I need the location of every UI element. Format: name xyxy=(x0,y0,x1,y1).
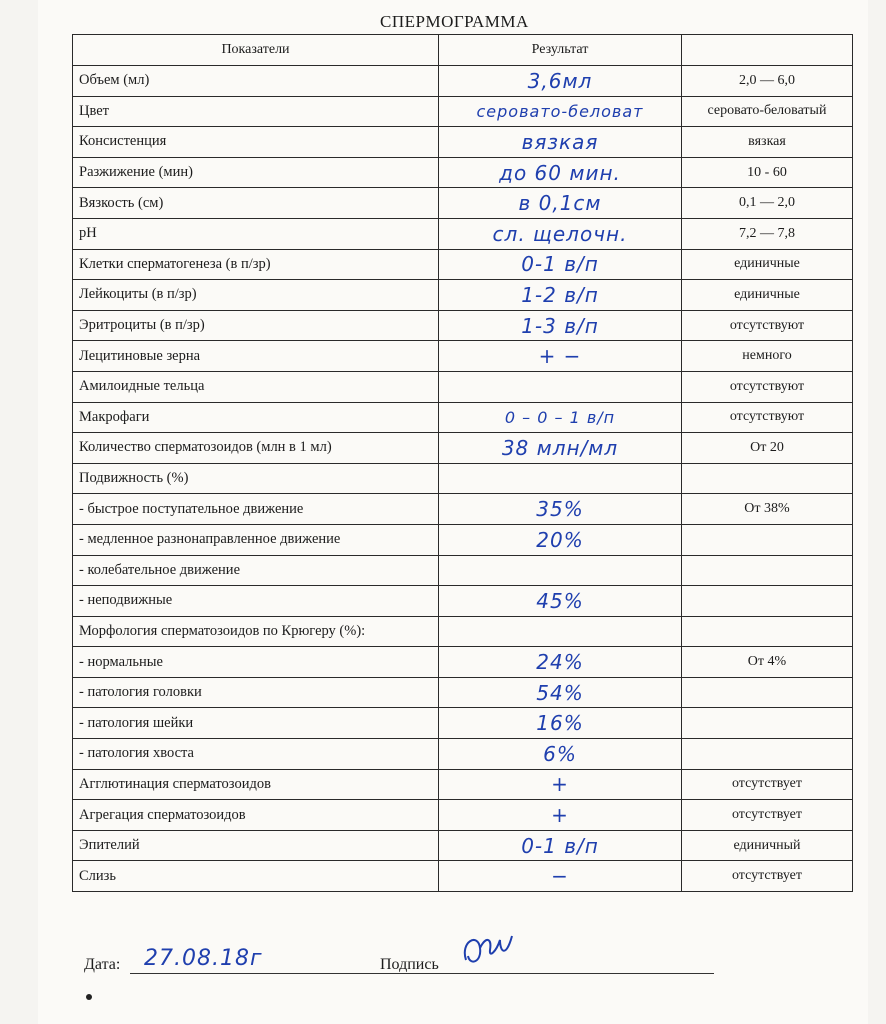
indicator-name: - патология шейки xyxy=(73,708,439,739)
ink-dot xyxy=(86,994,92,1000)
result-value: 20% xyxy=(439,524,682,555)
result-value: вязкая xyxy=(439,127,682,158)
indicator-name: - неподвижные xyxy=(73,586,439,617)
date-label: Дата: xyxy=(84,956,121,973)
norm-value: 7,2 — 7,8 xyxy=(682,218,853,249)
indicator-name: - патология хвоста xyxy=(73,739,439,770)
result-value: сл. щелочн. xyxy=(439,218,682,249)
norm-value xyxy=(682,463,853,494)
table-row xyxy=(73,616,853,647)
norm-value: вязкая xyxy=(682,127,853,158)
indicator-name: Консистенция xyxy=(73,127,439,158)
norm-value: отсутствуют xyxy=(682,371,853,402)
result-value: 6% xyxy=(439,739,682,770)
indicator-name: - патология головки xyxy=(73,677,439,708)
table-row xyxy=(73,769,853,800)
indicator-name: Разжижение (мин) xyxy=(73,157,439,188)
result-value: 0-1 в/п xyxy=(439,249,682,280)
signature-label: Подпись xyxy=(380,956,439,973)
norm-value: 0,1 — 2,0 xyxy=(682,188,853,219)
norm-value xyxy=(682,708,853,739)
table-row xyxy=(73,96,853,127)
table-header-row xyxy=(73,35,853,66)
result-value: 24% xyxy=(439,647,682,678)
norm-value xyxy=(682,555,853,586)
indicator-name: Лецитиновые зерна xyxy=(73,341,439,372)
indicator-name: Клетки сперматогенеза (в п/зр) xyxy=(73,249,439,280)
table-row xyxy=(73,677,853,708)
result-value: 1-3 в/п xyxy=(439,310,682,341)
norm-value: отсутствуют xyxy=(682,402,853,433)
indicator-name: Агрегация сперматозоидов xyxy=(73,800,439,831)
indicator-name: Слизь xyxy=(73,861,439,892)
norm-value: отсутствует xyxy=(682,800,853,831)
table-row xyxy=(73,310,853,341)
result-value xyxy=(439,371,682,402)
results-table xyxy=(72,34,853,892)
table-row xyxy=(73,861,853,892)
indicator-name: Объем (мл) xyxy=(73,66,439,97)
table-row xyxy=(73,800,853,831)
result-value: + xyxy=(439,800,682,831)
table-row xyxy=(73,157,853,188)
norm-value xyxy=(682,524,853,555)
table-row xyxy=(73,494,853,525)
table-row xyxy=(73,188,853,219)
indicator-name: Агглютинация сперматозоидов xyxy=(73,769,439,800)
header-result: Результат xyxy=(439,35,682,66)
norm-value: От 38% xyxy=(682,494,853,525)
table-row xyxy=(73,218,853,249)
indicator-name: Подвижность (%) xyxy=(73,463,439,494)
indicator-name: Вязкость (см) xyxy=(73,188,439,219)
header-indicators: Показатели xyxy=(73,35,439,66)
table-row xyxy=(73,341,853,372)
signature-icon xyxy=(456,922,526,972)
table-row xyxy=(73,433,853,464)
indicator-name: - колебательное движение xyxy=(73,555,439,586)
norm-value: отсутствуют xyxy=(682,310,853,341)
result-value: 1-2 в/п xyxy=(439,280,682,311)
indicator-name: Лейкоциты (в п/зр) xyxy=(73,280,439,311)
result-value xyxy=(439,555,682,586)
norm-value: немного xyxy=(682,341,853,372)
norm-value: От 20 xyxy=(682,433,853,464)
result-value: − xyxy=(439,861,682,892)
table-row xyxy=(73,647,853,678)
indicator-name: - быстрое поступательное движение xyxy=(73,494,439,525)
norm-value xyxy=(682,616,853,647)
indicator-name: рН xyxy=(73,218,439,249)
indicator-name: Эритроциты (в п/зр) xyxy=(73,310,439,341)
indicator-name: Эпителий xyxy=(73,830,439,861)
result-value: 54% xyxy=(439,677,682,708)
norm-value: 10 - 60 xyxy=(682,157,853,188)
indicator-name: Количество сперматозоидов (млн в 1 мл) xyxy=(73,433,439,464)
table-row xyxy=(73,524,853,555)
indicator-name: Цвет xyxy=(73,96,439,127)
header-norm xyxy=(682,35,853,66)
indicator-name: - нормальные xyxy=(73,647,439,678)
norm-value: отсутствует xyxy=(682,861,853,892)
result-value: 16% xyxy=(439,708,682,739)
indicator-name: - медленное разнонаправленное движение xyxy=(73,524,439,555)
table-row xyxy=(73,830,853,861)
result-value: 38 млн/мл xyxy=(439,433,682,464)
table-row xyxy=(73,739,853,770)
norm-value: 2,0 — 6,0 xyxy=(682,66,853,97)
indicator-name: Морфология сперматозоидов по Крюгеру (%): xyxy=(73,616,439,647)
indicator-name: Амилоидные тельца xyxy=(73,371,439,402)
result-value: 0 – 0 – 1 в/п xyxy=(439,402,682,433)
indicator-name: Макрофаги xyxy=(73,402,439,433)
table-body xyxy=(73,66,853,892)
result-value: + − xyxy=(439,341,682,372)
norm-value xyxy=(682,586,853,617)
result-value xyxy=(439,463,682,494)
document-footer xyxy=(84,948,844,978)
result-value: + xyxy=(439,769,682,800)
norm-value: серовато-беловатый xyxy=(682,96,853,127)
result-value: серовато-беловат xyxy=(439,96,682,127)
result-value: до 60 мин. xyxy=(439,157,682,188)
table-row xyxy=(73,463,853,494)
norm-value xyxy=(682,739,853,770)
signature-line xyxy=(456,973,714,974)
result-value: 3,6мл xyxy=(439,66,682,97)
table-row xyxy=(73,249,853,280)
norm-value: единичные xyxy=(682,280,853,311)
table-row xyxy=(73,66,853,97)
norm-value: От 4% xyxy=(682,647,853,678)
result-value: 0-1 в/п xyxy=(439,830,682,861)
norm-value xyxy=(682,677,853,708)
norm-value: отсутствует xyxy=(682,769,853,800)
result-value: 35% xyxy=(439,494,682,525)
table-row xyxy=(73,555,853,586)
norm-value: единичный xyxy=(682,830,853,861)
result-value: 45% xyxy=(439,586,682,617)
table-row xyxy=(73,280,853,311)
table-row xyxy=(73,586,853,617)
table-row xyxy=(73,127,853,158)
table-row xyxy=(73,708,853,739)
date-value: 27.08.18г xyxy=(144,946,263,971)
table-row xyxy=(73,371,853,402)
table-row xyxy=(73,402,853,433)
norm-value: единичные xyxy=(682,249,853,280)
result-value xyxy=(439,616,682,647)
document-title: СПЕРМОГРАММА xyxy=(380,12,529,31)
result-value: в 0,1см xyxy=(439,188,682,219)
